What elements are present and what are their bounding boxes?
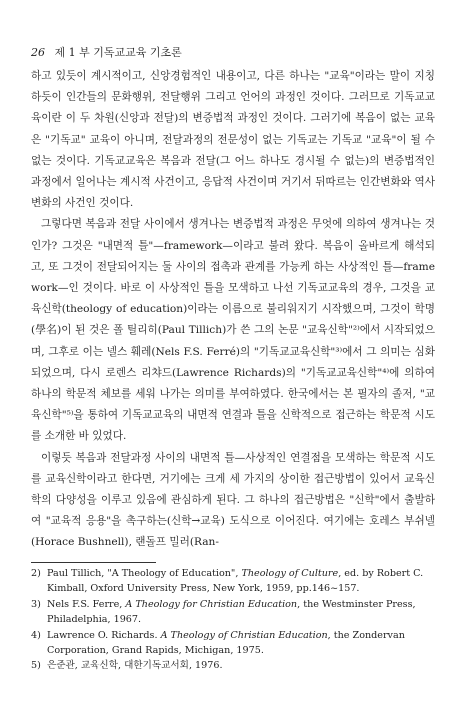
footnote-publication: , the Zondervan Corporation, Grand Rapids, Michigan, 1975. (47, 629, 405, 657)
footnote-number: 5) (31, 660, 41, 672)
footnote-text (47, 566, 435, 597)
footnote (31, 566, 435, 597)
footnote-number: 3) (31, 598, 41, 610)
page-number: 26 (31, 46, 45, 59)
running-header (31, 44, 182, 60)
footnote-number: 4) (31, 629, 41, 641)
body-text (31, 66, 435, 554)
footnote-title: A Theology for Christian Education (125, 598, 298, 610)
footnote-publication: , the Westminster Press, Philadelphia, 1967. (47, 598, 416, 626)
footnote-text (47, 658, 435, 673)
footnote-text (47, 628, 435, 659)
footnote-publication: , ed. by Robert C. Kimball, Oxford University Press, New York, 1959, pp.146~157. (47, 568, 424, 595)
footnote-divider (31, 562, 156, 563)
footnote-citation: Paul Tillich, "A Theology of Education", (47, 568, 242, 579)
footnote-title: Theology of Culture (241, 568, 339, 579)
footnote-text (47, 597, 435, 628)
footnote-title: A Theology of Christian Education (160, 629, 328, 641)
footnotes (31, 566, 435, 674)
footnote (31, 628, 435, 659)
footnote (31, 597, 435, 628)
paragraph: 이렇듯 복음과 전달과정 사이의 내면적 틀—사상적인 연결점을 모색하는 학문적 시도를 교육신학이라고 한다면, 거기에는 크게 세 가지의 상이한 접근방법이 있어서 교육신학의 다양성을 이루고 있음에 관심하게 된다. 그 하나의 접근방법은 "신학"에서 출발하여 "교육적 응용"을 촉구하는(신학→교육) 도식으로 이어진다. 여기에는 호레스 부쉬넬(Horace Bushnell), 랜돌프 밀러(Ran- (31, 451, 435, 549)
paragraph: 그렇다면 복음과 전달 사이에서 생겨나는 변증법적 과정은 무엇에 의하여 생겨나는 것인가? 그것은 "내면적 틀"—framework—이라고 불려 왔다. 복음이 올바르게 해석되고, 또 그것이 전달되어지는 둘 사이의 접촉과 관계를 가능케 하는 사상적인 틀—framework—인 것이다. 바로 이 사상적인 틀을 모색하고 나선 기독교교육의 경우, 그것을 교육신학(theology of education)이라는 이름으로 불리워지기 시작했으며, 그것이 학명(學名)이 된 것은 폴 틸리히(Paul Tillich)가 쓴 그의 논문 "교육신학"²⁾에서 시작되었으며, 그후로 이는 넬스 훼레(Nels F.S. Ferré)의 "기독교교육신학"³⁾에서 그 의미는 심화되었으며, 다시 로렌스 리챠드(Lawrence Richards)의 "기독교교육신학"⁴⁾에 의하여 하나의 학문적 체보를 세워 나가는 의미를 부여하였다. 한국에서는 본 필자의 졸저, "교육신학"⁵⁾을 통하여 기독교교육의 내면적 연결과 틀을 신학적으로 접근하는 학문적 시도를 소개한 바 있었다. (31, 218, 435, 443)
footnote (31, 658, 435, 673)
footnote-number: 2) (31, 568, 41, 579)
footnote-citation: 은준관, 교육신학, 대한기독교서회, 1976. (47, 660, 223, 672)
running-title: 제 1 부 기독교교육 기초론 (54, 46, 182, 59)
footnote-citation: Lawrence O. Richards. (47, 629, 161, 641)
paragraph: 하고 있듯이 계시적이고, 신앙경험적인 내용이고, 다른 하나는 "교육"이라는 말이 지칭하듯이 인간들의 문화행위, 전달행위 그리고 언어의 과정인 것이다. 그러므로 기독교교육이란 이 두 차원(신앙과 전달)의 변증법적 과정인 것이다. 그러기에 복음이 없는 교육은 "기독교" 교육이 아니며, 전달과정의 전문성이 없는 기독교는 기독교 "교육"이 될 수 없는 것이다. 기독교교육은 복음과 전달(그 어느 하나도 경시될 수 없는)의 변증법적인 과정에서 일어나는 계시적 사건이고, 응답적 사건이며 거기서 뒤따르는 인간변화와 역사 변화의 사건인 것이다. (31, 70, 435, 210)
footnote-citation: Nels F.S. Ferre, (47, 598, 126, 610)
